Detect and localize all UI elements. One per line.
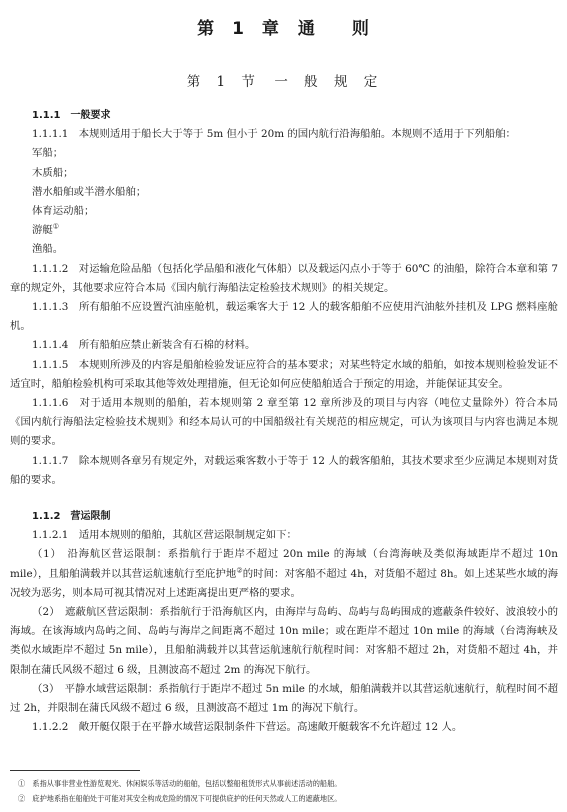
clause-1-1-1-4: 1.1.1.4 所有船舶应禁止新装含有石棉的材料。 — [32, 339, 256, 352]
section-title: 第 1 节 一 般 规 定 — [186, 74, 381, 90]
clause-1-1-1-1: 1.1.1.1 本规则适用于船长大于等于 5m 但小于 20m 的国内航行沿海船舶。本规则不适用于下列船舶： — [32, 128, 516, 141]
footnote-ref-2: ② — [236, 566, 243, 575]
clause-text: 的时间：对客船不超过 4h，对货船不超过 8h。如上述某些水域的海况较为恶劣，则本局可视其情况对上述距离提出更严格的要求。 — [10, 567, 558, 599]
footnote-2: ② 庇护地系指在船舶处于可能对其安全构成危险的情况下可提供庇护的任何天然或人工的遮蔽地区。 — [18, 794, 342, 803]
list-item — [10, 221, 558, 240]
footnote-1: ① 系指从事非营业性游览观光、休闲娱乐等活动的船舶，包括以整船租赁形式从事前述活动的船舶。 — [18, 779, 342, 788]
list-item: 潜水船舶或半潜水船舶； — [32, 185, 147, 198]
clause-1-1-2-1-item-1 — [10, 545, 558, 603]
clause-1-1-2-1: 1.1.2.1 适用本规则的船舶，其航区营运限制规定如下： — [32, 529, 297, 542]
list-item: 军船； — [32, 147, 64, 160]
list-item: 体育运动船； — [32, 205, 95, 218]
subsection-heading-1-1-2: 1.1.2 营运限制 — [32, 511, 111, 523]
clause-1-1-2-1-item-3: （3） 平静水域营运限制：系指航行于距岸不超过 5n mile 的水域，船舶满载并以其营运航速航行，航程时间不超过 2h，并限制在蒲氏风级不超过 6 级，且测波高不超过 1m 的海况下航行。 — [10, 682, 558, 715]
clause-text: （1） 沿海航区营运限制：系指航行于距岸不超过 20n mile 的海域（台湾海峡及类似海域距岸不超过 10n mile），且船舶满载并以其营运航速航行至庇护地 — [10, 548, 558, 580]
chapter-title: 第 1 章 通 则 — [197, 19, 370, 39]
clause-1-1-1-3: 1.1.1.3 所有船舶不应设置汽油座舱机，载运乘客大于 12 人的载客船舶不应使用汽油舷外挂机及 LPG 燃料座舱机。 — [10, 301, 558, 333]
list-item: 渔船。 — [32, 243, 64, 256]
clause-1-1-2-2: 1.1.2.2 敞开艇仅限于在平静水域营运限制条件下营运。高速敞开艇载客不允许超过 12 人。 — [32, 721, 463, 734]
list-item-text: 游艇 — [32, 224, 53, 237]
clause-1-1-1-2: 1.1.1.2 对运输危险品船（包括化学品船和液化气体船）以及载运闪点小于等于 60℃ 的油船，除符合本章和第 7 章的规定外，其他要求应符合本局《国内航行海船法定检验技术规则》的相关规定。 — [10, 262, 558, 294]
clause-1-1-1-5: 1.1.1.5 本规则所涉及的内容是船舶检验发证应符合的基本要求；对某些特定水域的船舶，如按本规则检验发证不适宜时，船舶检验机构可采取其他等效处理措施，但无论如何应使船舶适合于预定的用途，并能保证其安全。 — [10, 358, 558, 390]
clause-1-1-1-6: 1.1.1.6 对于适用本规则的船舶，若本规则第 2 章至第 12 章所涉及的项目与内容（吨位丈量除外）符合本局《国内航行海船法定检验技术规则》和经本局认可的中国船级社有关规范的相应规定，可认为该项目与内容也满足本规则的要求。 — [10, 397, 558, 448]
clause-1-1-1-7: 1.1.1.7 除本规则各章另有规定外，对载运乘客数小于等于 12 人的载客船舶，其技术要求至少应满足本规则对货船的要求。 — [10, 454, 558, 486]
footnote-ref-1: ① — [52, 222, 60, 231]
document-body — [10, 106, 558, 738]
list-item: 木质船； — [32, 166, 74, 179]
clause-1-1-2-1-item-2: （2） 遮蔽航区营运限制：系指航行于沿海航区内，由海岸与岛屿、岛屿与岛屿围成的遮蔽条件较好、波浪较小的海域。在该海域内岛屿之间、岛屿与海岸之间距离不超过 10n mile；或在距岸不超过 10n mile 的海域（台湾海峡及类似水域距岸不超过 5n mile），且船舶满载并以其营运航速航行航程时间：对客船不超过 2h，对货船不超过 4h，并限制在蒲氏风级不超过 6 级，且测波高不超过 2m 的海况下航行。 — [10, 606, 558, 676]
footnotes — [18, 776, 558, 806]
subsection-heading-1-1-1: 1.1.1 一般要求 — [32, 110, 111, 121]
footnote-divider — [10, 770, 140, 771]
